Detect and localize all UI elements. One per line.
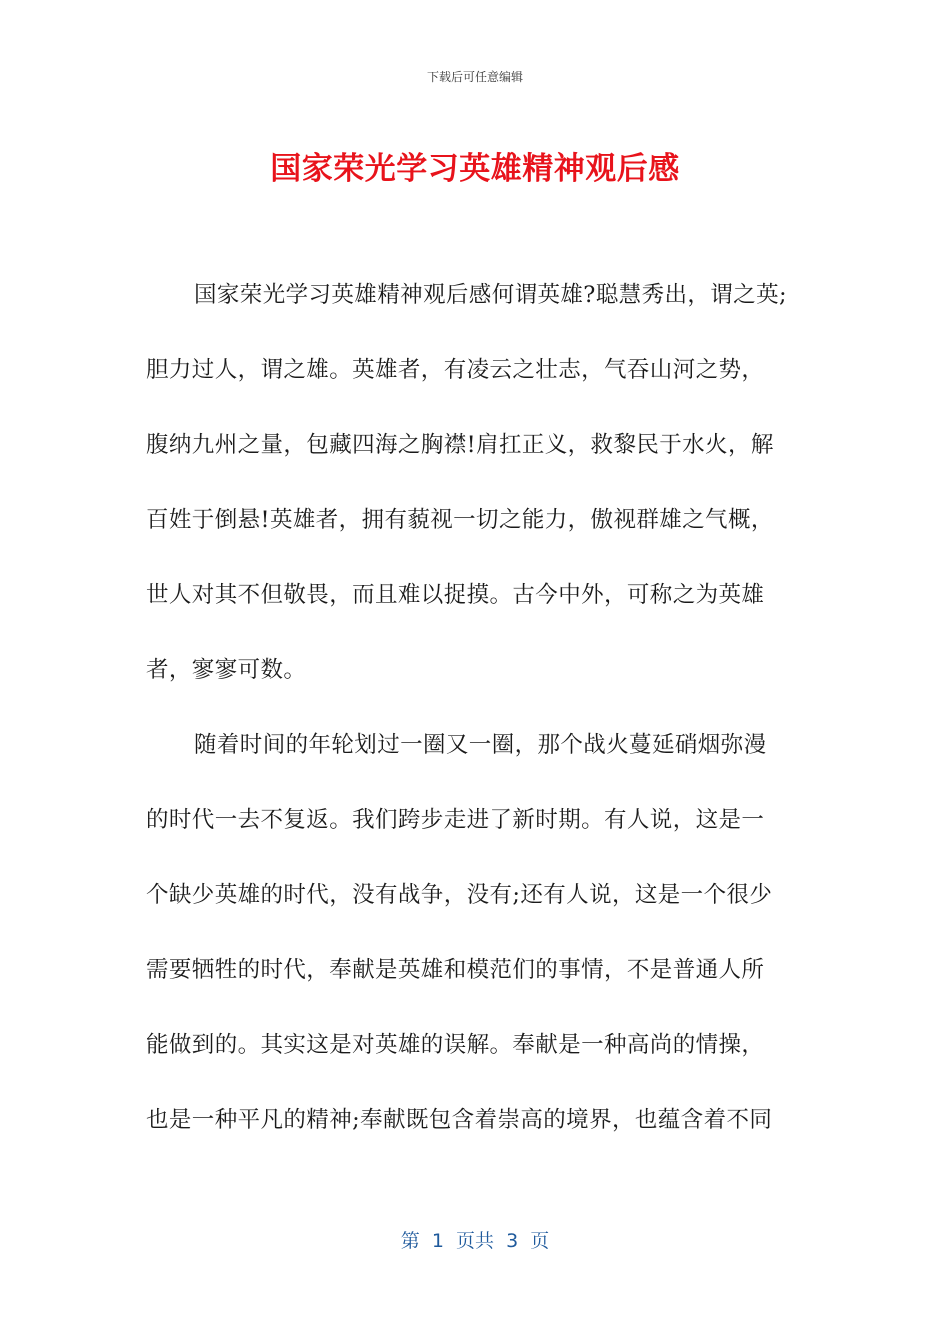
paragraph-2-line-4: 需要牺牲的时代，奉献是英雄和模范们的事情，不是普通人所 — [146, 957, 765, 983]
paragraph-1-line-1: 国家荣光学习英雄精神观后感何谓英雄?聪慧秀出，谓之英; — [194, 282, 787, 308]
paragraph-2-line-5: 能做到的。其实这是对英雄的误解。奉献是一种高尚的情操， — [146, 1032, 765, 1058]
document-body — [146, 258, 806, 1158]
paragraph-1-line-3: 腹纳九州之量，包藏四海之胸襟!肩扛正义，救黎民于水火，解 — [146, 432, 774, 458]
paragraph-1-line-2: 胆力过人，谓之雄。英雄者，有凌云之壮志，气吞山河之势， — [146, 357, 765, 383]
paragraph-1-line-6: 者，寥寥可数。 — [146, 657, 307, 683]
paragraph-2-line-1: 随着时间的年轮划过一圈又一圈，那个战火蔓延硝烟弥漫 — [194, 732, 767, 758]
paragraph-1-line-4: 百姓于倒悬!英雄者，拥有藐视一切之能力，傲视群雄之气概， — [146, 507, 774, 533]
paragraph-2-line-6: 也是一种平凡的精神;奉献既包含着崇高的境界，也蕴含着不同 — [146, 1107, 773, 1133]
header-note: 下载后可任意编辑 — [426, 70, 523, 84]
paragraph-2-line-2: 的时代一去不复返。我们跨步走进了新时期。有人说，这是一 — [146, 807, 765, 833]
paragraph-2-line-3: 个缺少英雄的时代，没有战争，没有;还有人说，这是一个很少 — [146, 882, 773, 908]
paragraph-1-line-5: 世人对其不但敬畏，而且难以捉摸。古今中外，可称之为英雄 — [146, 582, 765, 608]
page-number-footer: 第 1 页共 3 页 — [400, 1230, 550, 1252]
document-title: 国家荣光学习英雄精神观后感 — [270, 151, 680, 187]
